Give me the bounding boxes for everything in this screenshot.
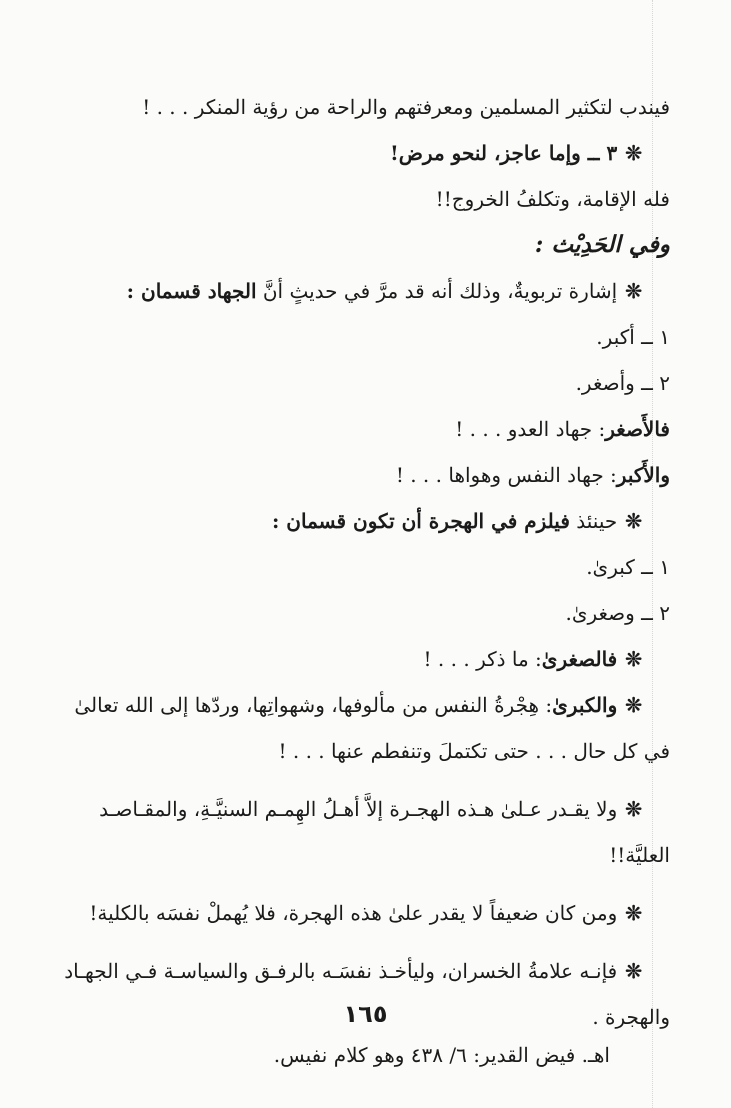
bullet-star-icon: ❊ <box>625 279 642 303</box>
spacer <box>70 936 670 948</box>
text-line-2 <box>70 130 670 176</box>
text-line-18 <box>70 890 670 936</box>
text-line-14 <box>70 682 670 728</box>
text-line-8 <box>70 406 670 452</box>
text-span: حينئذ <box>569 509 618 533</box>
citation-line: اهـ. فيض القدير: ٦/ ٤٣٨ وهو كلام نفيس. <box>273 1043 610 1067</box>
spacer <box>70 878 670 890</box>
term-bold: فالأَصغر <box>605 417 670 441</box>
text-line-3: فله الإقامة، وتكلفُ الخروج!! <box>435 187 670 211</box>
list-item-1: ١ ــ كبرىٰ. <box>586 555 670 579</box>
list-item-2: ٢ ــ وأصغر. <box>575 371 670 395</box>
bullet-star-icon: ❊ <box>625 901 642 925</box>
text-line-13 <box>70 636 670 682</box>
text-span: ومن كان ضعيفاً لا يقدر علىٰ هذه الهجرة، فلا يُهملْ نفسَه بالكلية! <box>89 901 618 925</box>
text-span: إشارة تربويةٌ، وذلك أنه قد مرَّ في حديثٍ أنَّ <box>256 279 618 303</box>
text-span: فإنـه علامةُ الخسران، وليأخـذ نفسَـه بالرفـق والسياسـة فـي الجهـاد <box>64 959 618 983</box>
text-line-9 <box>70 452 670 498</box>
text-line-20: والهجرة . <box>592 1005 670 1029</box>
bullet-star-icon: ❊ <box>625 959 642 983</box>
definition: : جهاد النفس وهواها . . . ! <box>395 463 617 487</box>
spacer <box>70 774 670 786</box>
list-item-1: ١ ــ أكبر. <box>596 325 670 349</box>
term-bold: والكبرىٰ <box>552 693 618 717</box>
text-span-bold: فيلزم في الهجرة أن تكون قسمان : <box>271 509 570 533</box>
text-span-bold: الجهاد قسمان : <box>126 279 257 303</box>
bullet-star-icon: ❊ <box>625 693 642 717</box>
bullet-star-icon: ❊ <box>625 797 642 821</box>
text-line-16 <box>70 786 670 832</box>
bullet-star-icon: ❊ <box>625 141 642 165</box>
text-line-17: العليَّة!! <box>609 843 670 867</box>
text-line-5 <box>70 268 670 314</box>
section-heading: وفي الحَدِيْث : <box>534 231 670 258</box>
definition: : هِجْرةُ النفس من مألوفها، وشهواتِها، وردّها إلى الله تعالىٰ <box>74 693 553 717</box>
term-bold: والأَكبر <box>616 463 670 487</box>
text-line-10 <box>70 498 670 544</box>
bullet-star-icon: ❊ <box>625 509 642 533</box>
bullet-star-icon: ❊ <box>625 647 642 671</box>
numbered-point: ٣ ــ وإما عاجز، لنحو مرض! <box>389 141 618 165</box>
list-item-2: ٢ ــ وصغرىٰ. <box>565 601 670 625</box>
text-line-19 <box>64 948 670 994</box>
definition: : جهاد العدو . . . ! <box>455 417 606 441</box>
page-number: ١٦٥ <box>343 1000 388 1028</box>
text-line-15: في كل حال . . . حتى تكتملَ وتنفطم عنها . . . ! <box>278 739 670 763</box>
page-body <box>64 84 670 1078</box>
definition: : ما ذكر . . . ! <box>423 647 542 671</box>
text-line-1: فيندب لتكثير المسلمين ومعرفتهم والراحة من رؤية المنكر . . . ! <box>142 95 670 119</box>
text-span: ولا يقـدر عـلىٰ هـذه الهجـرة إلاَّ أهـلُ الهِمـم السنيَّـةِ، والمقـاصـد <box>99 797 618 821</box>
term-bold: فالصغرىٰ <box>541 647 618 671</box>
